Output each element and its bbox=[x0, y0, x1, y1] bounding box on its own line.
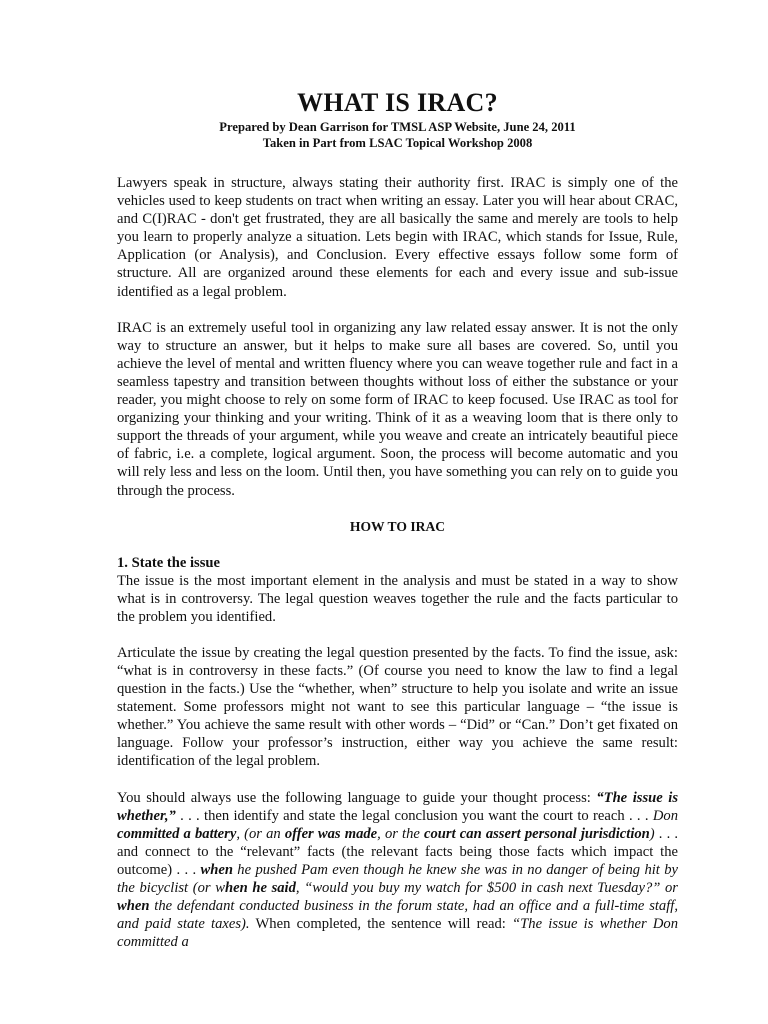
subtitle-prepared-by: Prepared by Dean Garrison for TMSL ASP Website, June 24, 2011 bbox=[219, 120, 576, 134]
text-run: When completed, the sentence will read: bbox=[249, 916, 513, 933]
text-run-italic: , or the bbox=[377, 825, 425, 842]
text-run: . . . then identify and state the legal conclusion you want the court to reach . . . bbox=[175, 807, 653, 824]
intro-paragraph: Lawyers speak in structure, always stating their authority first. IRAC is simply one of the vehicles used to keep students on tract when writing an essay. Later you will hear about CRAC, and C(I)RAC - don't get frustrated, they are all basically the same and merely are tools to help you learn to properly analyze a situation. Lets begin with IRAC, which stands for Issue, Rule, Application (or Analysis), and Conclusion. Every effective essays follow some form of structure. All are organized around these elements for each and every issue and sub-issue identified as a legal problem. bbox=[117, 175, 678, 300]
text-run-italic: , (or an bbox=[236, 825, 285, 842]
step1-paragraph-language bbox=[117, 789, 678, 952]
text-run-italic: Don bbox=[652, 807, 678, 824]
text-run-italic: ) bbox=[649, 825, 655, 842]
text-run-bold-italic: committed a battery bbox=[117, 825, 237, 842]
text-run-italic: the defendant conducted business in the forum state, had an office and a full-time staff, and paid state taxes). bbox=[117, 898, 678, 933]
text-run-bold-italic: when bbox=[200, 861, 233, 878]
step1-heading: 1. State the issue bbox=[117, 554, 220, 571]
step1-paragraph-issue: The issue is the most important element in the analysis and must be stated in a way to show what is in controversy. The legal question weaves together the rule and the facts particular to the problem you identified. bbox=[117, 572, 678, 625]
text-run-bold-italic: offer was made bbox=[284, 825, 378, 842]
subtitle-source: Taken in Part from LSAC Topical Workshop 2008 bbox=[262, 136, 533, 150]
text-run-italic: he pushed Pam even though he knew she was in no danger of being hit by the bicyclist (or w bbox=[117, 861, 678, 896]
section-heading: HOW TO IRAC bbox=[349, 518, 446, 534]
text-run: . . . and connect to the “relevant” facts (the relevant facts being those facts which impact the outcome) . . . bbox=[117, 825, 679, 878]
irac-tool-paragraph: IRAC is an extremely useful tool in organizing any law related essay answer. It is not the only way to structure an answer, but it helps to make sure all bases are covered. So, until you achieve the level of mental and written fluency where you can weave together rule and fact in a seamless tapestry and transition between thoughts without loss of either the substance or your reader, you might choose to rely on some form of IRAC to keep focused. Use IRAC as tool for organizing your thinking and your writing. Think of it as a weaving loom that is there only to support the threads of your argument, while you weave and create an intricately beautiful piece of fabric, i.e. a complete, logical argument. Soon, the process will become automatic and you will rely less and less on the loom. Until then, you have something you can rely on to guide you through the process. bbox=[117, 319, 678, 499]
text-run-italic: “The issue is whether Don committed a bbox=[117, 916, 678, 951]
text-run-bold-italic: when bbox=[117, 898, 150, 915]
text-run-italic: , “would you buy my watch for $500 in cash next Tuesday?” or bbox=[295, 880, 678, 896]
text-run-bold-italic: hen he said bbox=[224, 880, 296, 896]
text-run-bold-italic: “The issue is whether,” bbox=[117, 789, 679, 824]
document-title: WHAT IS IRAC? bbox=[297, 88, 498, 117]
step1-paragraph-articulate: Articulate the issue by creating the legal question presented by the facts. To find the issue, ask: “what is in controversy in these facts.” (Of course you need to know the law to find a legal question in the facts.) Use the “whether, when” structure to help you isolate and write an issue statement. Some professors might not want to see this particular language – “the issue is whether.” You achieve the same result with other words – “Did” or “Can.” Don’t get fixated on language. Follow your professor’s instruction, either way you achieve the same result: identification of the legal problem. bbox=[117, 644, 678, 770]
text-run: You should always use the following language to guide your thought process: bbox=[117, 789, 597, 806]
text-run-bold-italic: court can assert personal jurisdiction bbox=[424, 825, 650, 842]
